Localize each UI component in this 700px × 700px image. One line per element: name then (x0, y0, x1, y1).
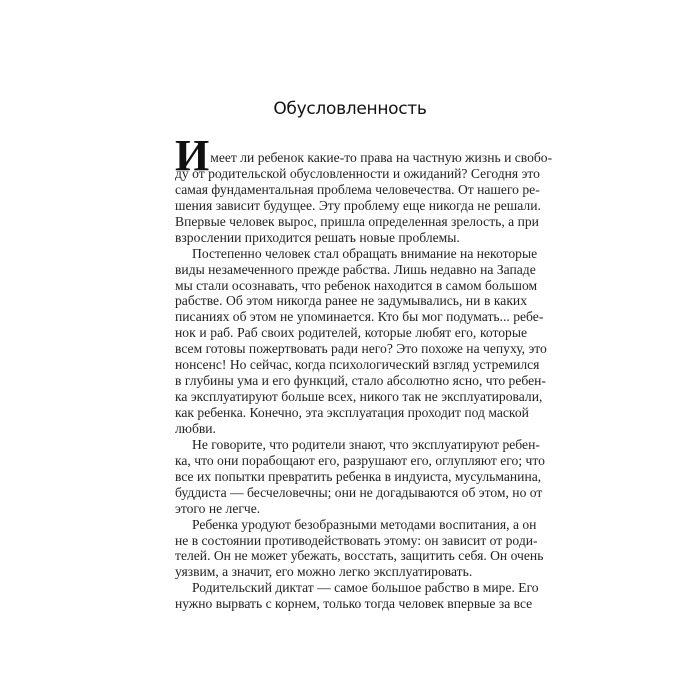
line-text: буддиста — бесчеловечны; они не догадываются об этом, но от (175, 484, 543, 500)
text-line (175, 293, 527, 309)
line-text: телей. Он не может убежать, восстать, защитить себя. Он очень (175, 548, 544, 564)
line-text: Впервые человек вырос, пришла определенная зрелость, а при (175, 213, 539, 229)
text-line (175, 325, 527, 341)
text-line (175, 501, 527, 517)
text-line (175, 181, 540, 198)
line-text: всем готовы пожертвовать ради него? Это похоже на чепуху, это (175, 341, 547, 357)
text-line (175, 357, 540, 373)
line-text: меет ли ребенок какие-то права на частную жизнь и свобо- (210, 150, 553, 165)
line-text: любви. (175, 420, 216, 436)
text-line (175, 389, 543, 405)
line-text: рабстве. Об этом никогда ранее не задумывались, ни в каких (175, 293, 527, 309)
text-line (175, 421, 527, 437)
line-text: уязвим, а значит, его можно легко эксплуатировать. (175, 564, 473, 580)
text-line (175, 230, 527, 246)
line-text: как ребенка. Конечно, эта эксплуатация проходит под маской (175, 405, 529, 420)
text-line (175, 277, 538, 294)
drop-cap: И (175, 131, 210, 180)
text-line (175, 197, 541, 214)
line-text: ка, что они порабощают его, разрушают его, оглупляют его; что (175, 452, 545, 468)
text-line (175, 596, 533, 612)
line-text: писаниях об этом не упоминается. Кто бы мог подумать... ребе- (175, 309, 544, 325)
line-text: ка эксплуатируют больше всех, никого так не эксплуатировали, (175, 389, 543, 405)
line-text: все их попытки превратить ребенка в индуиста, мусульманина, (175, 468, 542, 484)
line-text: нонсенс! Но сейчас, когда психологический взгляд устремился (175, 357, 540, 373)
text-line (175, 548, 544, 564)
line-text: Ребенка уродуют безобразными методами воспитания, а он (192, 516, 537, 532)
text-line (175, 564, 527, 580)
chapter-title: Обусловленность (273, 99, 427, 119)
text-line (175, 245, 538, 262)
line-text: в глубины ума и его функций, стало абсолютно ясно, что ребен- (175, 373, 546, 389)
line-text: мы стали осознавать, что ребенок находится в самом большом (175, 277, 538, 293)
line-text: виды незамеченного прежде рабства. Лишь недавно на Западе (175, 261, 536, 277)
body-text (175, 131, 553, 612)
text-line (175, 373, 546, 389)
text-line (175, 261, 536, 278)
line-text: самая фундаментальная проблема человечества. От нашего ре- (175, 181, 540, 197)
line-text: ду от родительской обусловленности и ожиданий? Сегодня это (175, 165, 540, 181)
text-line (175, 468, 542, 485)
line-text: не в состоянии противодействовать этому: он зависит от роди- (175, 532, 538, 548)
line-text: Постепенно человек стал обращать внимание на некоторые (192, 245, 538, 261)
line-text: нок и раб. Раб своих родителей, которые любят его, которые (175, 325, 527, 341)
line-text: Не говорите, что родители знают, что эксплуатируют ребен- (192, 436, 540, 452)
line-text: шения зависит будущее. Эту проблему еще никогда не решали. (175, 197, 541, 213)
line-text: этого не легче. (175, 500, 261, 516)
text-line (175, 532, 538, 549)
text-line (175, 452, 545, 469)
text-line (175, 309, 544, 325)
line-text: Родительский диктат — самое большое рабство в мире. Его (192, 580, 539, 596)
line-text: взрослении приходится решать новые проблемы. (175, 229, 460, 245)
text-line (175, 213, 539, 230)
text-line (175, 341, 547, 357)
text-line (175, 484, 543, 501)
text-line (175, 165, 540, 182)
line-text: нужно вырвать с корнем, только тогда человек впервые за все (175, 596, 533, 612)
text-line (175, 405, 527, 421)
text-line (175, 580, 539, 596)
text-line (175, 436, 540, 453)
text-line (175, 516, 537, 533)
